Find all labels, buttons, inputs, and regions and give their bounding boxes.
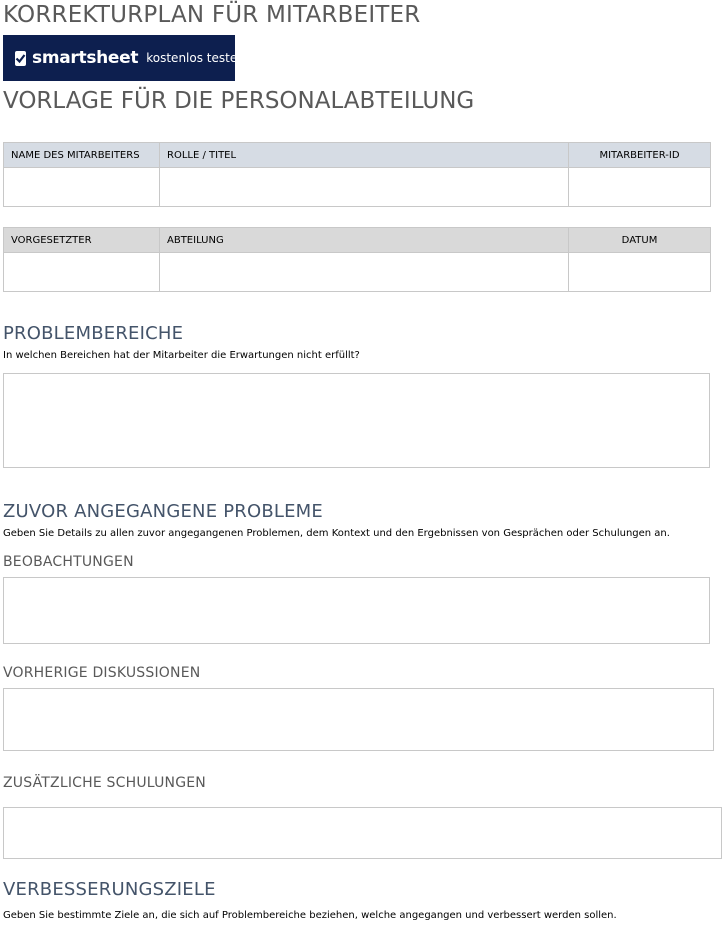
- problem-areas-field[interactable]: [3, 373, 710, 468]
- header-role-title: ROLLE / TITEL: [160, 143, 569, 168]
- supervisor-info-table: [3, 227, 711, 292]
- supervisor-field[interactable]: [4, 253, 160, 292]
- employee-info-table: [3, 142, 711, 207]
- smartsheet-check-icon: [15, 51, 26, 66]
- role-title-field[interactable]: [160, 168, 569, 207]
- date-field[interactable]: [569, 253, 711, 292]
- department-field[interactable]: [160, 253, 569, 292]
- employee-id-field[interactable]: [569, 168, 711, 207]
- employee-name-field[interactable]: [4, 168, 160, 207]
- improvement-goals-heading: VERBESSERUNGSZIELE: [3, 879, 216, 900]
- page-subtitle: VORLAGE FÜR DIE PERSONALABTEILUNG: [3, 88, 475, 114]
- trainings-field[interactable]: [3, 807, 722, 859]
- observations-label: BEOBACHTUNGEN: [3, 554, 134, 570]
- header-supervisor: VORGESETZTER: [4, 228, 160, 253]
- page-title: KORREKTURPLAN FÜR MITARBEITER: [3, 2, 421, 28]
- header-employee-name: NAME DES MITARBEITERS: [4, 143, 160, 168]
- trainings-label: ZUSÄTZLICHE SCHULUNGEN: [3, 775, 206, 791]
- banner-cta: kostenlos testen: [146, 51, 245, 65]
- observations-field[interactable]: [3, 577, 710, 644]
- header-employee-id: MITARBEITER-ID: [569, 143, 711, 168]
- improvement-goals-prompt: Geben Sie bestimmte Ziele an, die sich auf Problembereiche beziehen, welche angegangen und verbessert werden sollen.: [3, 910, 617, 921]
- header-department: ABTEILUNG: [160, 228, 569, 253]
- smartsheet-trial-banner[interactable]: [3, 35, 245, 81]
- discussions-field[interactable]: [3, 688, 714, 751]
- discussions-label: VORHERIGE DISKUSSIONEN: [3, 665, 201, 681]
- header-date: DATUM: [569, 228, 711, 253]
- problem-areas-prompt: In welchen Bereichen hat der Mitarbeiter die Erwartungen nicht erfüllt?: [3, 350, 360, 361]
- banner-brand: smartsheet: [32, 48, 139, 68]
- previous-problems-prompt: Geben Sie Details zu allen zuvor angegangenen Problemen, dem Kontext und den Ergebnissen von Gesprächen oder Schulungen an.: [3, 528, 670, 539]
- previous-problems-heading: ZUVOR ANGEGANGENE PROBLEME: [3, 501, 323, 522]
- problem-areas-heading: PROBLEMBEREICHE: [3, 323, 184, 344]
